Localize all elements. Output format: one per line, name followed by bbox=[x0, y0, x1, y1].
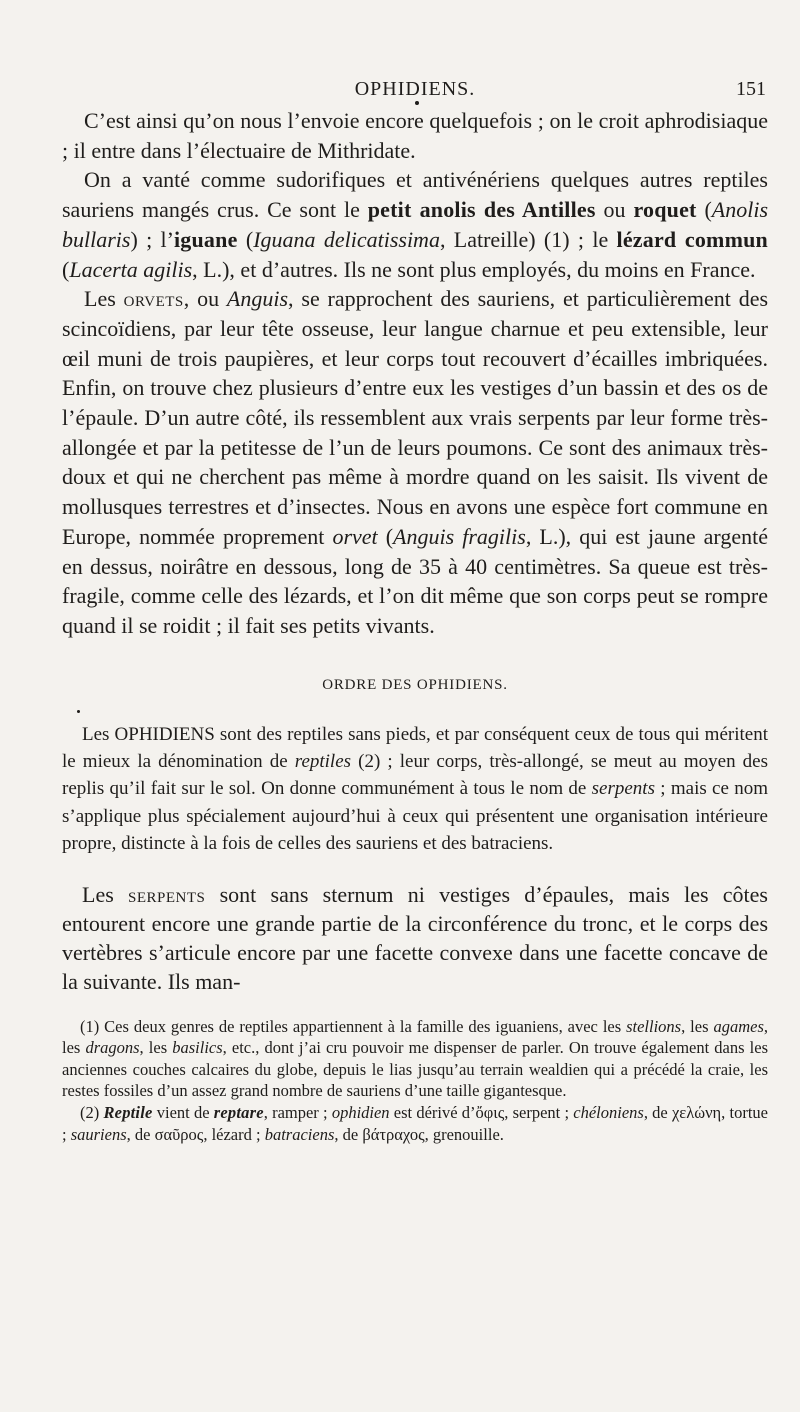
text-run: ( bbox=[237, 226, 254, 252]
text-run: , de σαῦρος, lézard ; bbox=[126, 1124, 265, 1144]
text-run: C’est ainsi qu’on nous l’envoie encore quelquefois ; on le croit aphrodisiaque ; il entre dans l’électuaire de Mithridate. bbox=[62, 108, 768, 163]
text-run: ) ; l’ bbox=[130, 226, 174, 252]
text-run: (2) bbox=[80, 1103, 104, 1123]
text-run: , ramper ; bbox=[263, 1103, 332, 1123]
term-roquet: roquet bbox=[633, 197, 697, 223]
term-basilics: basilics bbox=[172, 1038, 223, 1058]
term-reptare: reptare bbox=[213, 1103, 264, 1123]
term-lezard: lézard commun bbox=[616, 226, 768, 252]
text-run: , etc., dont j’ai cru pouvoir me dispenser de parler. On trouve également dans les anciennes couches calcaires du globe, depuis le lias jusqu’au terrain wealdien qui a précédé la craie, les restes fossiles d’un assez grand nombre de sauriens d’une taille gigantesque. bbox=[62, 1038, 768, 1101]
text-run: ; mais ce nom s’applique plus spécialement aujourd’hui à ceux qui présentent une organisation intérieure propre, distincte à la fois de celles des sauriens et des batraciens. bbox=[62, 778, 768, 855]
term-serpents-smallcaps: serpents bbox=[128, 881, 206, 907]
text-run: , de χελώνη, tortue ; bbox=[62, 1103, 768, 1144]
text-run: est dérivé d’ὄφις, serpent ; bbox=[389, 1103, 574, 1123]
term-orvets: orvets bbox=[123, 286, 184, 312]
term-serpents: serpents bbox=[591, 778, 655, 800]
paragraph-orvets bbox=[62, 284, 768, 640]
text-run: sont sans sternum ni vestiges d’épaules, mais les côtes entourent encore une grande partie de la circonférence du tronc, et le corps des vertèbres s’articule encore par une facette convexe dans une facette concave de la suivante. Ils man- bbox=[62, 881, 768, 994]
page-header bbox=[62, 70, 768, 104]
text-run: , les bbox=[139, 1038, 173, 1058]
latin-name: Lacerta agilis bbox=[69, 256, 193, 282]
latin-name: Anguis fragilis bbox=[393, 523, 526, 549]
ink-dot bbox=[77, 710, 80, 713]
book-page bbox=[62, 70, 768, 1145]
text-run: , Latreille) (1) ; le bbox=[439, 226, 617, 252]
paragraph-sauriens bbox=[62, 165, 768, 284]
footnotes bbox=[62, 1016, 768, 1146]
footnote-2 bbox=[62, 1102, 768, 1145]
term-reptile: Reptile bbox=[103, 1103, 153, 1123]
latin-name: Iguana delicatissima bbox=[253, 226, 440, 252]
section-title: ORDRE DES OPHIDIENS. bbox=[322, 676, 508, 693]
text-run: , ou bbox=[183, 286, 227, 312]
text-run: On a vanté comme sudorifiques et antivénériens quelques autres reptiles sauriens mangés crus. Ce sont le bbox=[62, 167, 768, 223]
text-run: Les bbox=[82, 723, 115, 745]
text-run: Les bbox=[82, 881, 129, 907]
text-run: , de βάτραχος, grenouille. bbox=[334, 1124, 504, 1144]
text-run: (2) ; leur corps, très-allongé, se meut au moyen des replis qu’il fait sur le sol. On donne communément à tous le nom de bbox=[62, 751, 768, 800]
text-run: ( bbox=[696, 197, 712, 223]
ink-dot bbox=[415, 101, 419, 105]
page-number: 151 bbox=[736, 78, 766, 100]
text-run: (1) Ces deux genres de reptiles appartiennent à la famille des iguaniens, avec les bbox=[80, 1016, 627, 1036]
text-run: sont des reptiles sans pieds, et par conséquent ceux de tous qui méritent le mieux la dénomination de bbox=[62, 723, 768, 773]
paragraph-mithridate bbox=[62, 106, 768, 165]
text-run: , L.), et d’autres. Ils ne sont plus employés, du moins en France. bbox=[192, 256, 756, 282]
term-cheloniens: chéloniens bbox=[573, 1103, 644, 1123]
text-run: , se rapprochent des sauriens, et particulièrement des scincoïdiens, par leur tête osseuse, leur langue charnue et peu extensible, leur œil muni de trois paupières, et leur corps tout recouvert d’écailles imbriquées. Enfin, on trouve chez plusieurs d’entre eux les vestiges d’un bassin et des os de l’épaule. D’un autre côté, ils ressemblent aux vrais serpents par leur forme très-allongée et par la petitesse de l’un de leurs poumons. Ce sont des animaux très-doux et qui ne cherchent pas même à mordre quand on les saisit. Ils vivent de mollusques terrestres et d’insectes. Nous en avons une espèce fort commune en Europe, nommée proprement bbox=[62, 286, 769, 549]
text-run: , L.), qui est jaune argenté en dessus, noirâtre en dessous, long de 35 à 40 centimètres. Sa queue est très-fragile, comme celle des lézards, et l’on dit même que son corps peut se rompre quand il se roidit ; il fait ses petits vivants. bbox=[62, 523, 768, 638]
text-run: ( bbox=[377, 523, 394, 549]
term-dragons: dragons bbox=[85, 1038, 140, 1058]
term-agames: agames bbox=[713, 1016, 764, 1036]
term-anolis: petit anolis des Antilles bbox=[367, 197, 596, 223]
text-run: , les bbox=[62, 1016, 768, 1058]
paragraph-serpents bbox=[62, 880, 768, 996]
term-sauriens: sauriens bbox=[70, 1124, 127, 1144]
footnote-1 bbox=[62, 1016, 768, 1102]
term-ophidien: ophidien bbox=[331, 1103, 390, 1123]
text-run: ( bbox=[62, 256, 70, 282]
term-reptiles: reptiles bbox=[294, 751, 352, 773]
text-run: , les bbox=[681, 1016, 714, 1036]
running-head: OPHIDIENS. bbox=[354, 78, 476, 100]
term-iguane: iguane bbox=[173, 226, 238, 252]
term-orvet: orvet bbox=[332, 523, 378, 549]
text-run: Les bbox=[84, 286, 124, 312]
text-run: ou bbox=[595, 197, 634, 223]
latin-name: Anolis bullaris bbox=[62, 197, 769, 252]
latin-name: Anguis bbox=[226, 286, 289, 312]
term-stellions: stellions bbox=[626, 1016, 682, 1036]
paragraph-ophidiens bbox=[62, 721, 768, 858]
text-run: vient de bbox=[152, 1103, 214, 1123]
term-batraciens: batraciens bbox=[264, 1124, 335, 1144]
term-ophidiens: OPHIDIENS bbox=[114, 723, 215, 745]
